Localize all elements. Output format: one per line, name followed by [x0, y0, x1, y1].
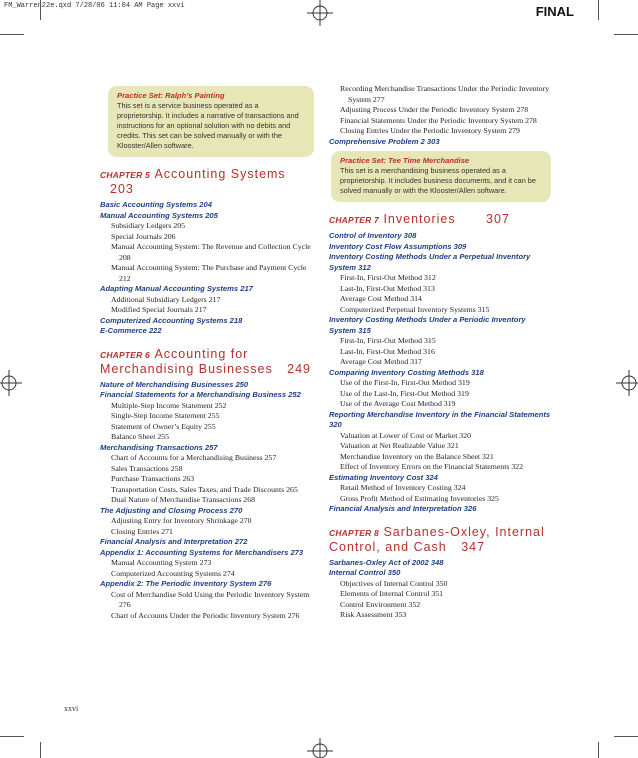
chapter-title: Sarbanes-Oxley, Internal Control, and Cash [329, 524, 545, 554]
chapter-heading[interactable] [329, 525, 551, 554]
practice-set-box [331, 151, 551, 202]
toc-section-entry[interactable]: The Adjusting and Closing Process 270 [100, 505, 243, 515]
toc-subsection-entry[interactable]: Subsidiary Ledgers 205 [111, 221, 186, 230]
chapter-page: 347 [461, 539, 486, 554]
toc-section-entry[interactable]: Comparing Inventory Costing Methods 318 [329, 367, 484, 377]
chapter-heading[interactable] [100, 167, 314, 196]
toc-subsection-entry[interactable]: Control Environment 352 [340, 599, 421, 609]
toc-subsection-entry[interactable]: Modified Special Journals 217 [111, 305, 207, 314]
toc-subsection-entry[interactable]: Last-In, First-Out Method 316 [340, 346, 435, 356]
toc-subsection-entry[interactable]: Recording Merchandise Transactions Under the Periodic Inventory System 277 [340, 84, 550, 104]
toc-subsection-entry[interactable]: Computerized Perpetual Inventory Systems 315 [340, 304, 490, 314]
chapter-entries [329, 84, 551, 147]
toc-subsection-entry[interactable]: Risk Assessment 353 [340, 610, 407, 619]
file-slug: FM_Warren22e.qxd 7/28/06 11:04 AM Page xxvi [4, 2, 185, 10]
toc-subsection-entry[interactable]: Special Journals 206 [111, 231, 176, 241]
toc-subsection-entry[interactable]: Valuation at Net Realizable Value 321 [340, 441, 459, 450]
toc-subsection-entry[interactable]: Closing Entries Under the Periodic Inventory System 279 [340, 126, 520, 135]
toc-section-entry[interactable]: Basic Accounting Systems 204 [100, 200, 212, 209]
toc-section-entry[interactable]: Nature of Merchandising Businesses 250 [100, 379, 249, 389]
toc-section-entry[interactable]: Control of Inventory 308 [329, 231, 417, 240]
toc-section-entry[interactable]: Sarbanes-Oxley Act of 2002 348 [329, 557, 444, 567]
chapter-entries [100, 380, 314, 622]
toc-subsection-entry[interactable]: Adjusting Entry for Inventory Shrinkage 270 [111, 516, 252, 525]
chapter-label: CHAPTER 8 [329, 527, 379, 538]
toc-subsection-entry[interactable]: Computerized Accounting Systems 274 [111, 568, 235, 578]
toc-subsection-entry[interactable]: Financial Statements Under the Periodic Inventory System 278 [340, 115, 537, 125]
toc-subsection-entry[interactable]: Elements of Internal Control 351 [340, 589, 444, 598]
toc-section-entry[interactable]: Appendix 1: Accounting Systems for Merchandisers 273 [100, 547, 304, 557]
toc-subsection-entry[interactable]: Sales Transactions 258 [111, 463, 183, 473]
chapter-label: CHAPTER 5 [100, 170, 150, 180]
toc-subsection-entry[interactable]: Use of the Last-In, First-Out Method 319 [340, 388, 469, 398]
toc-subsection-entry[interactable]: Adjusting Process Under the Periodic Inventory System 278 [340, 105, 529, 114]
toc-subsection-entry[interactable]: Dual Nature of Merchandise Transactions 268 [111, 495, 255, 504]
toc-subsection-entry[interactable]: Manual Accounting System: The Revenue and Collection Cycle 208 [111, 242, 311, 262]
toc-section-entry[interactable]: Adapting Manual Accounting Systems 217 [100, 284, 253, 293]
toc-section-entry[interactable]: Estimating Inventory Cost 324 [329, 472, 438, 482]
chapter-heading[interactable] [100, 347, 314, 376]
toc-subsection-entry[interactable]: Use of the Average Cost Method 319 [340, 399, 456, 408]
toc-subsection-entry[interactable]: Average Cost Method 317 [340, 357, 422, 366]
toc-subsection-entry[interactable]: Use of the First-In, First-Out Method 319 [340, 378, 470, 387]
toc-subsection-entry[interactable]: Last-In, First-Out Method 313 [340, 283, 435, 293]
chapter-page: 307 [486, 212, 510, 226]
toc-section-entry[interactable]: Internal Control 350 [329, 568, 401, 577]
chapter-title: Inventories [383, 212, 456, 226]
practice-set-text: This set is a merchandising business operated as a proprietorship. It includes business documents, and it can be solved manually or with the Klooster/Allen software. [340, 166, 536, 195]
chapter-title: Accounting for Merchandising Businesses [100, 346, 273, 376]
practice-set-title: Practice Set: Tee Time Merchandise [340, 156, 470, 165]
chapter-heading[interactable] [329, 212, 551, 227]
toc-subsection-entry[interactable]: Purchase Transactions 263 [111, 474, 195, 483]
toc-subsection-entry[interactable]: Closing Entries 271 [111, 526, 173, 536]
toc-section-entry[interactable]: Comprehensive Problem 2 303 [329, 136, 440, 146]
toc-section-entry[interactable]: Financial Statements for a Merchandising Business 252 [100, 390, 301, 399]
toc-section-entry[interactable]: Computerized Accounting Systems 218 [100, 315, 243, 325]
chapter-label: CHAPTER 6 [100, 349, 150, 360]
chapter-page: 203 [110, 182, 134, 196]
toc-right-column [329, 84, 551, 621]
toc-subsection-entry[interactable]: Chart of Accounts Under the Periodic Inventory System 276 [111, 610, 300, 620]
toc-subsection-entry[interactable]: First-In, First-Out Method 315 [340, 336, 436, 345]
toc-section-entry[interactable]: Reporting Merchandise Inventory in the Financial Statements 320 [329, 409, 551, 429]
toc-subsection-entry[interactable]: Effect of Inventory Errors on the Financial Statements 322 [340, 462, 524, 471]
toc-subsection-entry[interactable]: Average Cost Method 314 [340, 294, 422, 303]
toc-section-entry[interactable]: E-Commerce 222 [100, 326, 162, 335]
registration-mark-bottom-icon [307, 738, 333, 758]
crop-mark [598, 0, 599, 20]
chapter-title: Accounting Systems [154, 167, 286, 181]
toc-subsection-entry[interactable]: Retail Method of Inventory Costing 324 [340, 483, 466, 492]
toc-section-entry[interactable]: Inventory Cost Flow Assumptions 309 [329, 241, 467, 251]
toc-subsection-entry[interactable]: Gross Profit Method of Estimating Inventories 325 [340, 493, 499, 503]
toc-subsection-entry[interactable]: Objectives of Internal Control 350 [340, 578, 448, 588]
chapter-entries [329, 231, 551, 515]
toc-section-entry[interactable]: Manual Accounting Systems 205 [100, 210, 218, 220]
toc-subsection-entry[interactable]: Additional Subsidiary Ledgers 217 [111, 294, 221, 304]
crop-mark [0, 736, 24, 737]
toc-subsection-entry[interactable]: Chart of Accounts for a Merchandising Business 257 [111, 453, 277, 462]
toc-subsection-entry[interactable]: Cost of Merchandise Sold Using the Periodic Inventory System 276 [111, 589, 310, 609]
final-label: FINAL [535, 4, 574, 19]
crop-mark [614, 34, 638, 35]
toc-subsection-entry[interactable]: Balance Sheet 255 [111, 432, 170, 441]
toc-subsection-entry[interactable]: Merchandise Inventory on the Balance Sheet 321 [340, 451, 494, 461]
chapter-page: 249 [287, 361, 312, 376]
registration-mark-right-icon [616, 370, 638, 396]
practice-set-title: Practice Set: Ralph’s Painting [117, 91, 225, 100]
toc-section-entry[interactable]: Inventory Costing Methods Under a Perpetual Inventory System 312 [329, 252, 531, 272]
toc-subsection-entry[interactable]: Transportation Costs, Sales Taxes, and Trade Discounts 265 [111, 484, 298, 494]
registration-mark-left-icon [0, 370, 22, 396]
practice-set-box [108, 86, 314, 157]
toc-section-entry[interactable]: Financial Analysis and Interpretation 326 [329, 504, 477, 513]
practice-set-text: This set is a service business operated as a proprietorship. It includes a narrative of transactions and instructions for an optional solution with no debits and credits. This set can be solved manually or with the Klooster/Allen software. [117, 101, 299, 150]
toc-section-entry[interactable]: Inventory Costing Methods Under a Periodic Inventory System 315 [329, 315, 526, 335]
toc-subsection-entry[interactable]: Manual Accounting System 273 [111, 558, 212, 567]
toc-section-entry[interactable]: Appendix 2: The Periodic Inventory System 276 [100, 579, 272, 588]
toc-left-column [100, 86, 314, 621]
toc-subsection-entry[interactable]: Single-Step Income Statement 255 [111, 411, 220, 420]
page-number: xxvi [64, 704, 79, 713]
crop-mark [40, 742, 41, 758]
toc-section-entry[interactable]: Merchandising Transactions 257 [100, 442, 218, 452]
toc-subsection-entry[interactable]: Statement of Owner’s Equity 255 [111, 421, 216, 431]
crop-mark [598, 742, 599, 758]
crop-mark [0, 34, 24, 35]
toc-subsection-entry[interactable]: Valuation at Lower of Cost or Market 320 [340, 430, 472, 440]
chapter-entries [329, 558, 551, 621]
crop-mark [40, 0, 41, 20]
toc-subsection-entry[interactable]: Multiple-Step Income Statement 252 [111, 400, 227, 410]
toc-subsection-entry[interactable]: Manual Accounting System: The Purchase and Payment Cycle 212 [111, 263, 307, 283]
toc-subsection-entry[interactable]: First-In, First-Out Method 312 [340, 273, 436, 282]
crop-mark [614, 736, 638, 737]
chapter-entries [100, 200, 314, 337]
registration-mark-top-icon [307, 0, 333, 26]
toc-section-entry[interactable]: Financial Analysis and Interpretation 272 [100, 537, 248, 546]
chapter-label: CHAPTER 7 [329, 215, 379, 225]
